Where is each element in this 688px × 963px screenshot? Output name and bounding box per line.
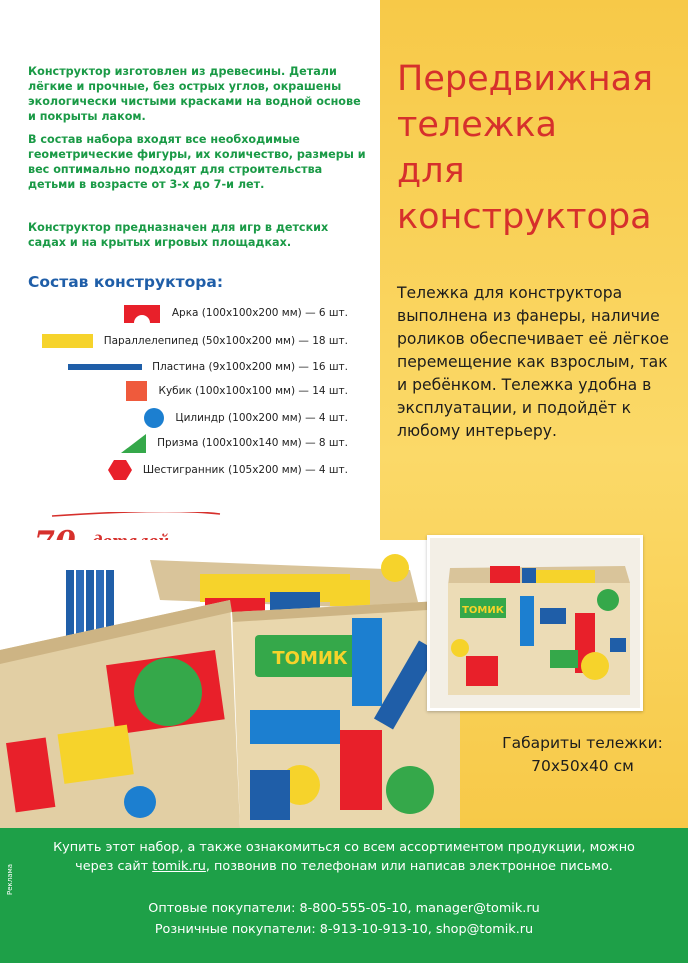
intro-paragraph-purpose: Конструктор предназначен для игр в детских садах и на крытых игровых площадках. — [28, 221, 329, 249]
title-line-3: для — [397, 151, 465, 191]
list-item-hexagon — [107, 460, 348, 480]
cylinder-icon — [143, 407, 165, 429]
product-title — [397, 56, 687, 240]
dimensions-label: Габариты тележки: — [502, 734, 663, 752]
retail-contacts: Розничные покупатели: 8-913-10-913-10, shop@tomik.ru — [154, 922, 534, 937]
cube-icon — [126, 381, 148, 401]
arch-icon — [122, 303, 162, 323]
hexagon-icon — [107, 459, 133, 481]
ad-disclaimer: Реклама — [6, 863, 14, 895]
list-item-plate — [68, 357, 348, 377]
footer-text-before: Купить этот набор, а также ознакомиться со всем ассортиментом продукции, можно через сайт — [53, 840, 635, 874]
footer-text-after: , позвонив по телефонам или написав электронное письмо. — [205, 859, 613, 874]
intro-paragraph-material: Конструктор изготовлен из древесины. Детали лёгкие и прочные, без острых углов, окрашены экологически чистыми красками на водной основе и покрыты лаком. — [28, 65, 361, 123]
cart-inset-illustration — [430, 538, 640, 708]
part-label: Цилиндр (100х200 мм) — 4 шт. — [175, 412, 348, 424]
list-item-arch — [122, 303, 348, 323]
part-label: Арка (100х100х200 мм) — 6 шт. — [171, 307, 348, 319]
brand-logo-main: ТОМИК — [272, 648, 348, 669]
title-line-4: конструктора — [397, 197, 652, 237]
part-label: Параллелепипед (50х100х200 мм) — 18 шт. — [103, 335, 348, 347]
list-item-parallelepiped — [42, 331, 348, 351]
part-label: Пластина (9х100х200 мм) — 16 шт. — [152, 361, 348, 373]
title-line-2: тележка — [397, 105, 557, 145]
cart-inset-photo — [427, 535, 643, 711]
part-label: Шестигранник (105х200 мм) — 4 шт. — [142, 464, 348, 476]
website-link[interactable]: tomik.ru — [152, 859, 206, 874]
list-item-cube — [126, 381, 348, 401]
composition-title: Состав конструктора: — [28, 273, 224, 291]
product-description: Тележка для конструктора выполнена из фанеры, наличие роликов обеспечивает её лёгкое перемещение как взрослым, так и ребёнком. Тележка удобна в эксплуатации, и подойдёт к любому интерьеру. — [397, 284, 669, 440]
dimensions-value: 70х50х40 см — [531, 757, 634, 775]
prism-icon — [121, 432, 147, 454]
footer-purchase-text — [40, 838, 648, 876]
parallelepiped-icon — [42, 333, 94, 349]
list-item-cylinder — [143, 408, 348, 428]
plate-icon — [68, 363, 142, 371]
list-item-prism — [121, 433, 348, 453]
brand-logo-inset: ТОМИК — [462, 605, 504, 616]
wholesale-contacts: Оптовые покупатели: 8-800-555-05-10, manager@tomik.ru — [148, 901, 540, 916]
title-line-1: Передвижная — [397, 59, 654, 99]
dimensions-text — [500, 732, 665, 778]
cart-main-photo — [0, 540, 460, 828]
part-label: Призма (100х100х140 мм) — 8 шт. — [157, 437, 348, 449]
part-label: Кубик (100х100х100 мм) — 14 шт. — [158, 385, 348, 397]
contact-footer — [0, 828, 688, 963]
intro-paragraph-composition: В состав набора входят все необходимые геометрические фигуры, их количество, размеры и вес оптимально подходят для строительства детьми в возрасте от 3-х до 7-и лет. — [28, 133, 366, 191]
